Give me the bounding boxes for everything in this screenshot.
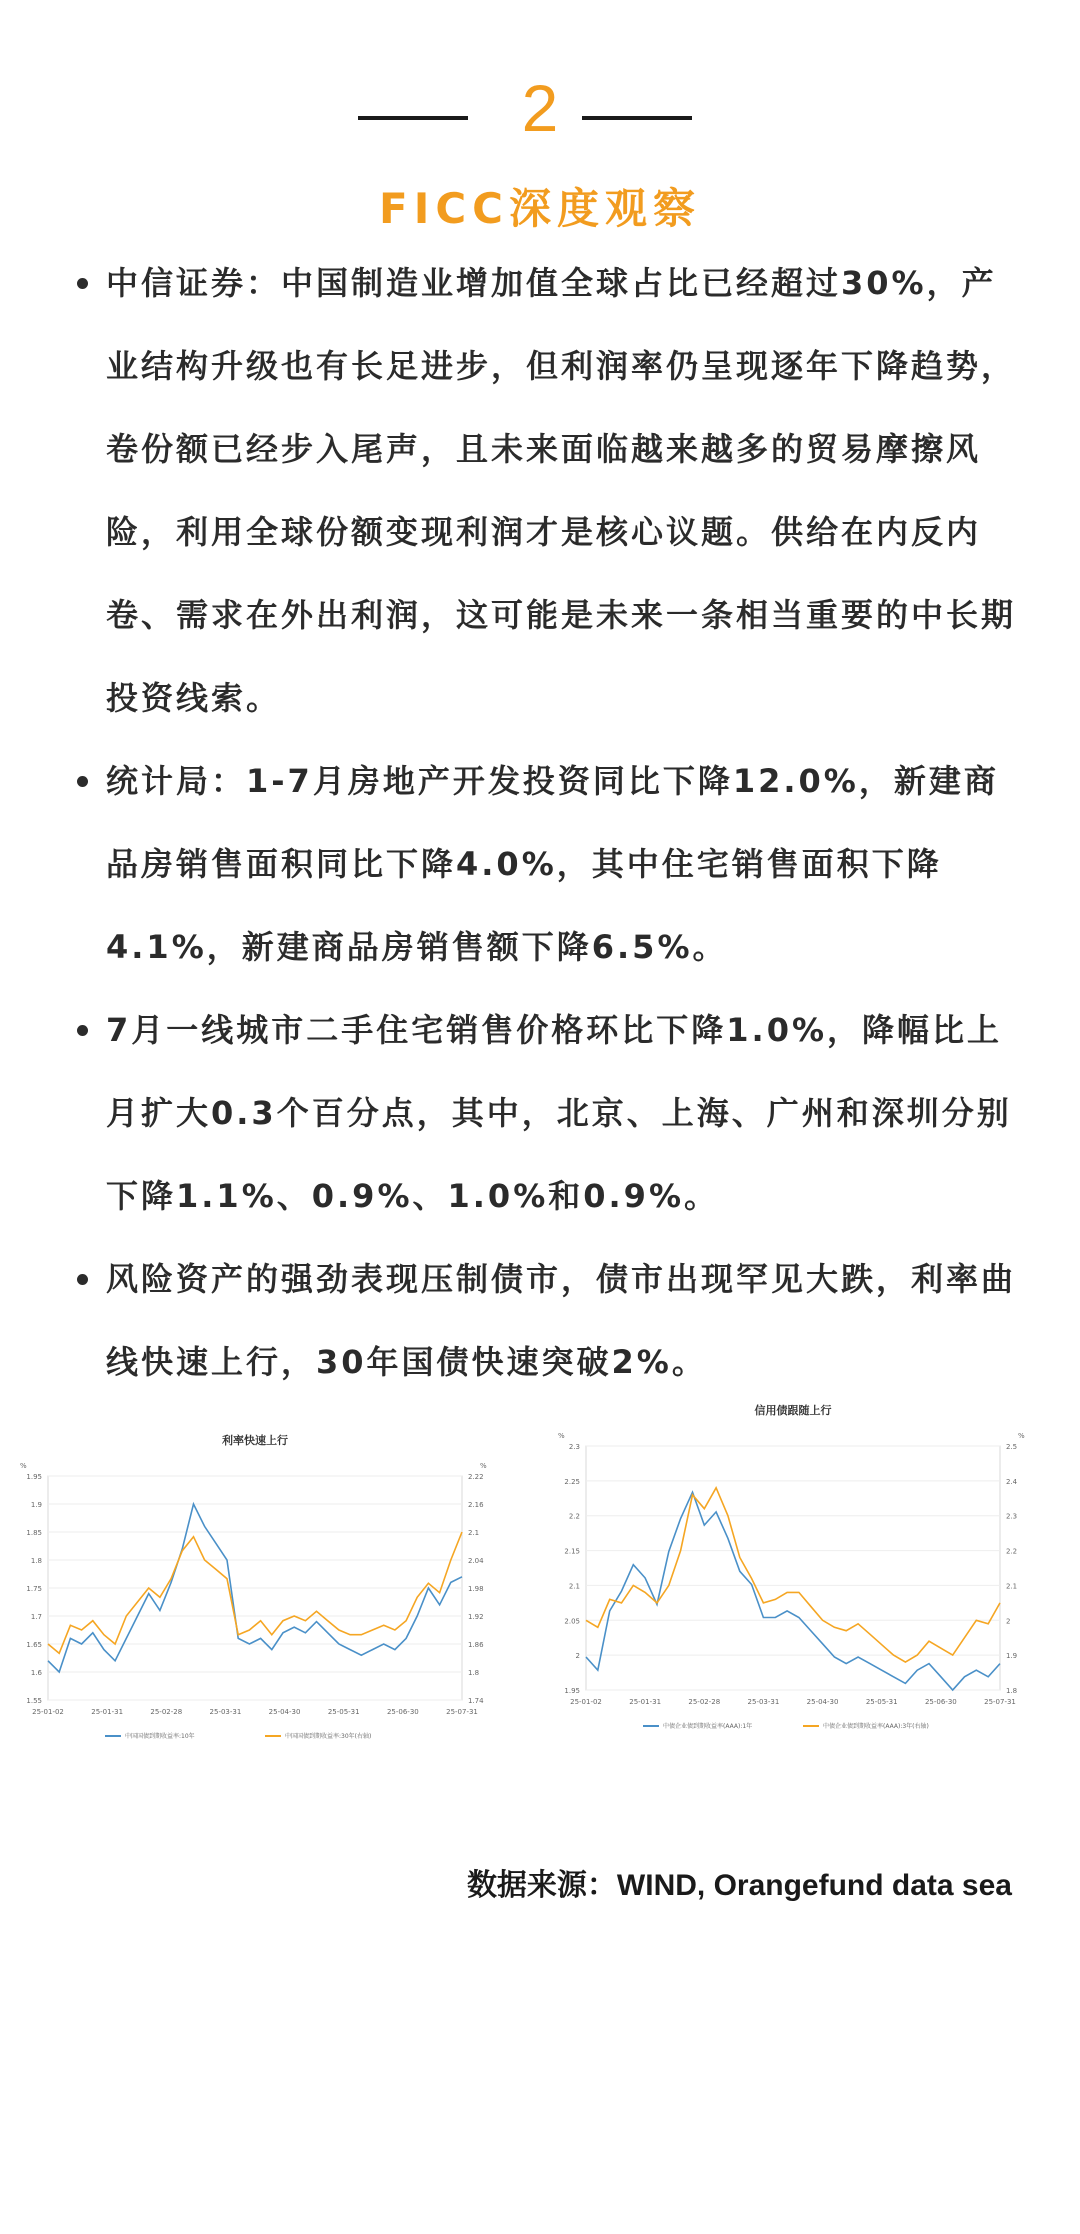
legend-label: 中债企业债到期收益率(AAA):1年 xyxy=(663,1723,753,1730)
legend-label: 中国国债到期收益率:30年(右轴) xyxy=(285,1733,372,1740)
y-left-tick-label: 2.15 xyxy=(564,1547,580,1556)
x-tick-label: 25-06-30 xyxy=(924,1698,957,1706)
x-tick-label: 25-03-31 xyxy=(747,1698,780,1706)
bullet-list xyxy=(106,242,1026,1404)
chart-title: 信用债跟随上行 xyxy=(754,1404,832,1417)
series-line xyxy=(586,1492,1000,1690)
credit-chart xyxy=(538,1388,1048,1748)
x-tick-label: 25-03-31 xyxy=(209,1708,242,1716)
y-left-tick-label: 1.95 xyxy=(26,1473,42,1481)
bullet-dot xyxy=(77,1025,88,1036)
x-tick-label: 25-01-02 xyxy=(570,1698,602,1706)
x-tick-label: 25-02-28 xyxy=(150,1708,183,1716)
y-right-tick-label: 1.74 xyxy=(468,1697,484,1705)
y-left-tick-label: 2.05 xyxy=(564,1617,580,1626)
bullet-item xyxy=(106,242,1026,740)
y-right-tick-label: 2.5 xyxy=(1006,1443,1018,1451)
y-left-tick-label: 1.75 xyxy=(26,1585,42,1593)
y-right-tick-label: 1.9 xyxy=(1006,1652,1018,1661)
x-tick-label: 25-01-31 xyxy=(91,1708,124,1716)
x-tick-label: 25-04-30 xyxy=(268,1708,301,1716)
x-tick-label: 25-07-31 xyxy=(446,1708,478,1716)
y-left-tick-label: 1.6 xyxy=(30,1669,42,1677)
x-tick-label: 25-01-31 xyxy=(629,1698,662,1706)
x-tick-label: 25-05-31 xyxy=(327,1708,360,1716)
x-tick-label: 25-02-28 xyxy=(688,1698,721,1706)
y-left-tick-label: 1.9 xyxy=(30,1501,42,1509)
y-left-tick-label: 2 xyxy=(575,1652,580,1661)
y-right-tick-label: 2 xyxy=(1006,1617,1011,1626)
left-unit-label: % xyxy=(20,1462,27,1470)
y-right-tick-label: 2.2 xyxy=(1006,1547,1018,1556)
plot-frame xyxy=(586,1446,1000,1690)
left-unit-label: % xyxy=(558,1432,565,1440)
y-left-tick-label: 1.7 xyxy=(30,1613,42,1621)
rate-chart xyxy=(0,1418,510,1758)
x-tick-label: 25-06-30 xyxy=(386,1708,419,1716)
y-right-tick-label: 2.22 xyxy=(468,1473,484,1481)
legend-label: 中国国债到期收益率:10年 xyxy=(125,1733,195,1740)
series-line xyxy=(48,1532,462,1653)
y-right-tick-label: 1.86 xyxy=(468,1641,484,1649)
y-left-tick-label: 2.3 xyxy=(568,1443,580,1451)
rate-chart-svg xyxy=(0,1418,510,1758)
bullet-dot xyxy=(77,278,88,289)
bullet-text: 统计局：1-7月房地产开发投资同比下降12.0%，新建商品房销售面积同比下降4.0%，其中住宅销售面积下降4.1%，新建商品房销售额下降6.5%。 xyxy=(106,762,999,966)
bullet-item xyxy=(106,989,1026,1238)
y-left-tick-label: 1.85 xyxy=(26,1529,42,1537)
y-right-tick-label: 1.8 xyxy=(1006,1687,1018,1695)
y-right-tick-label: 2.4 xyxy=(1006,1477,1018,1486)
y-left-tick-label: 1.8 xyxy=(30,1557,42,1565)
y-right-tick-label: 2.1 xyxy=(1006,1582,1018,1591)
y-left-tick-label: 2.25 xyxy=(564,1477,580,1486)
y-right-tick-label: 2.16 xyxy=(468,1501,484,1509)
x-tick-label: 25-05-31 xyxy=(865,1698,898,1706)
section-header xyxy=(0,71,1080,158)
y-left-tick-label: 1.65 xyxy=(26,1641,42,1649)
data-source: 数据来源：WIND, Orangefund data sea xyxy=(466,1869,1012,1902)
y-left-tick-label: 2.2 xyxy=(568,1512,580,1521)
bullet-item xyxy=(106,740,1026,989)
x-tick-label: 25-04-30 xyxy=(806,1698,839,1706)
y-right-tick-label: 2.3 xyxy=(1006,1512,1018,1521)
header-rule-right xyxy=(582,116,692,120)
bullet-text: 中信证券：中国制造业增加值全球占比已经超过30%，产业结构升级也有长足进步，但利润率仍呈现逐年下降趋势，卷份额已经步入尾声，且未来面临越来越多的贸易摩擦风险，利用全球份额变现利润才是核心议题。供给在内反内卷、需求在外出利润，这可能是未来一条相当重要的中长期投资线索。 xyxy=(106,264,1017,717)
right-unit-label: % xyxy=(1018,1432,1025,1440)
bullet-item xyxy=(106,1238,1026,1404)
x-tick-label: 25-07-31 xyxy=(984,1698,1016,1706)
y-left-tick-label: 1.95 xyxy=(564,1687,580,1695)
series-line xyxy=(586,1488,1000,1662)
credit-chart-svg xyxy=(538,1388,1048,1748)
section-number: 2 xyxy=(521,71,559,145)
y-right-tick-label: 2.04 xyxy=(468,1557,484,1565)
y-right-tick-label: 1.92 xyxy=(468,1613,484,1621)
chart-title: 利率快速上行 xyxy=(222,1434,288,1447)
bullet-dot xyxy=(77,1274,88,1285)
bullet-text: 风险资产的强劲表现压制债市，债市出现罕见大跌，利率曲线快速上行，30年国债快速突破2%。 xyxy=(106,1260,1017,1381)
y-left-tick-label: 2.1 xyxy=(568,1582,580,1591)
bullet-dot xyxy=(77,776,88,787)
section-title: FICC深度观察 xyxy=(379,184,701,233)
bullet-text: 7月一线城市二手住宅销售价格环比下降1.0%，降幅比上月扩大0.3个百分点，其中，北京、上海、广州和深圳分别下降1.1%、0.9%、1.0%和0.9%。 xyxy=(106,1011,1012,1215)
legend-label: 中债企业债到期收益率(AAA):3年(右轴) xyxy=(823,1723,929,1730)
right-unit-label: % xyxy=(480,1462,487,1470)
y-right-tick-label: 1.8 xyxy=(468,1669,480,1677)
y-left-tick-label: 1.55 xyxy=(26,1697,42,1705)
y-right-tick-label: 1.98 xyxy=(468,1585,484,1593)
x-tick-label: 25-01-02 xyxy=(32,1708,64,1716)
y-right-tick-label: 2.1 xyxy=(468,1529,480,1537)
